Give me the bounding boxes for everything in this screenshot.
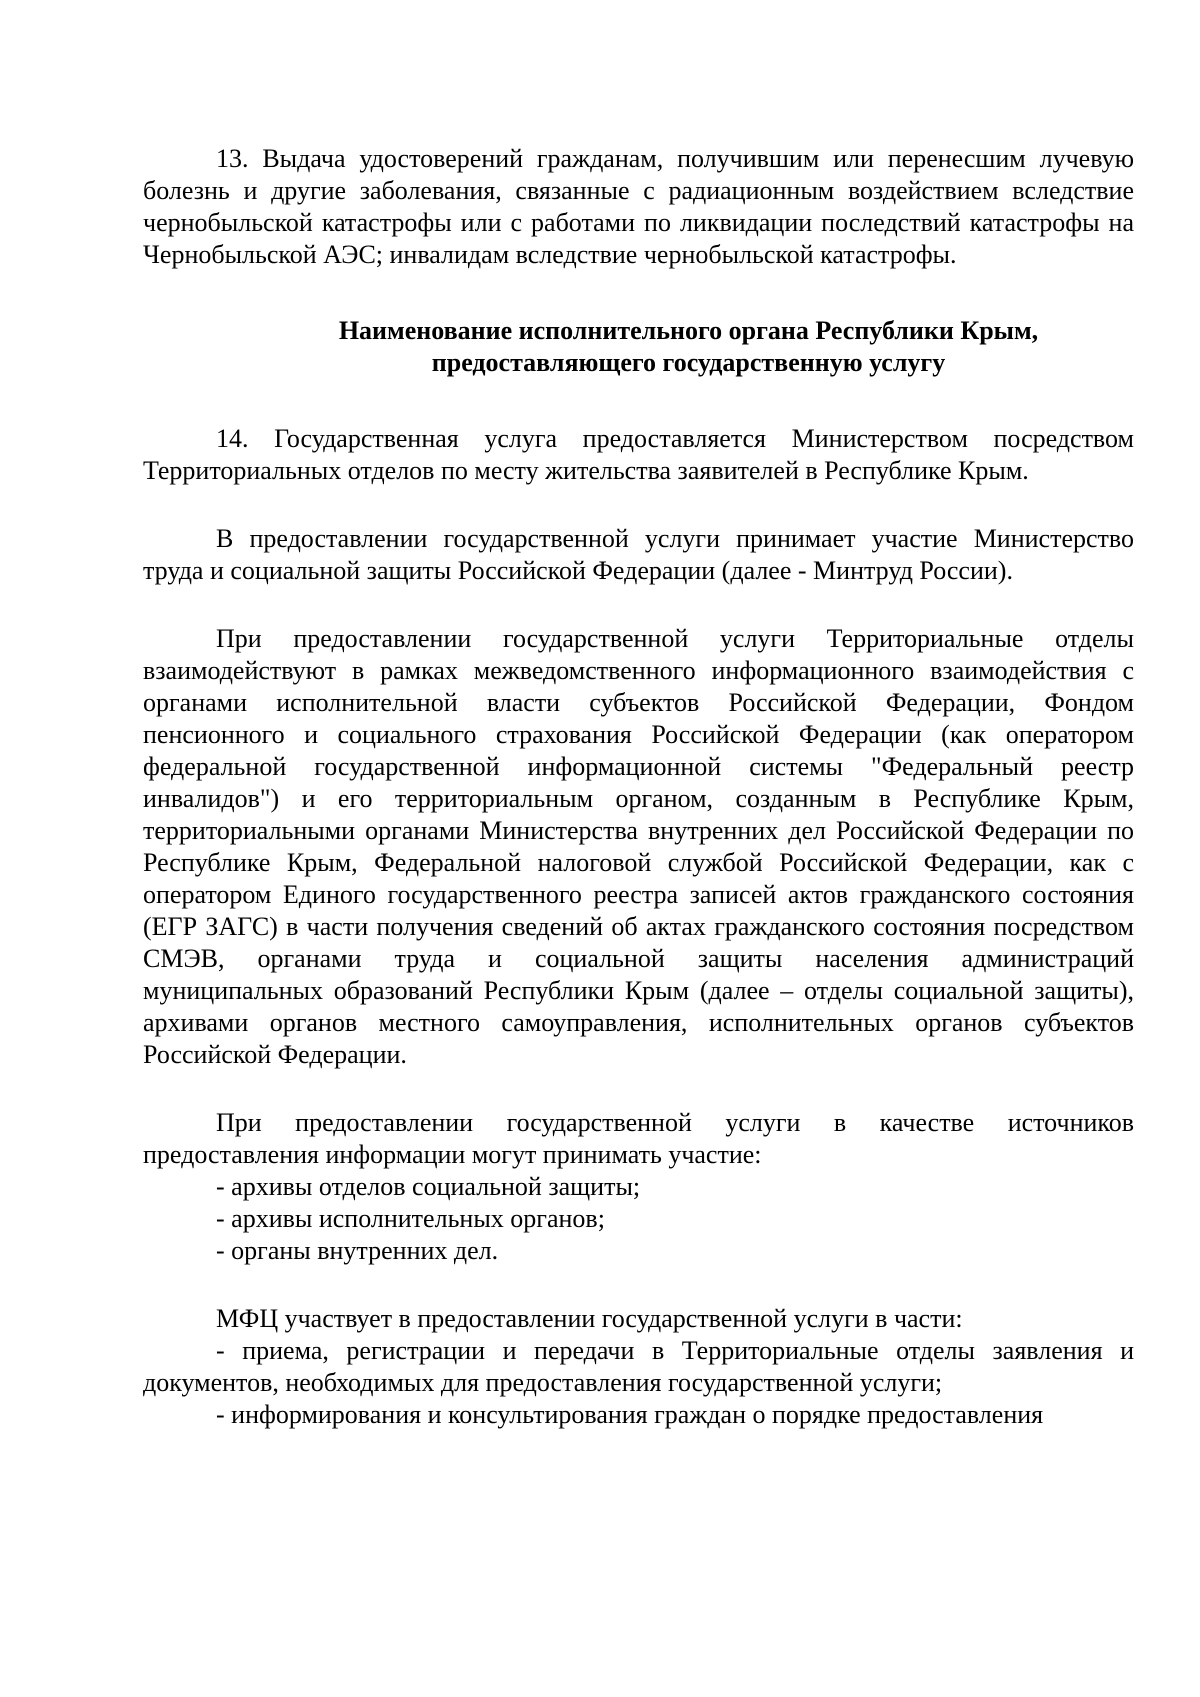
section-heading-line-1: Наименование исполнительного органа Республики Крым, xyxy=(338,316,1039,345)
section-heading xyxy=(143,315,1134,379)
paragraph-mintrud: В предоставлении государственной услуги принимает участие Министерство труда и социальной защиты Российской Федерации (далее - Минтруд России). xyxy=(143,524,1134,585)
list-item: - архивы исполнительных органов; xyxy=(216,1204,605,1233)
list-item: - органы внутренних дел. xyxy=(216,1236,499,1265)
paragraph-sources: При предоставлении государственной услуги в качестве источников предоставления информации могут принимать участие: xyxy=(143,1108,1134,1169)
paragraph-13: 13. Выдача удостоверений гражданам, получившим или перенесшим лучевую болезнь и другие заболевания, связанные с радиационным воздействием вследствие чернобыльской катастрофы или с работами по ликвидации последствий катастрофы на Чернобыльской АЭС; инвалидам вследствие чернобыльской катастрофы. xyxy=(143,144,1134,269)
paragraph-mfc: МФЦ участвует в предоставлении государственной услуги в части: xyxy=(216,1304,963,1333)
section-heading-line-2: предоставляющего государственную услугу xyxy=(431,348,946,377)
list-item: - архивы отделов социальной защиты; xyxy=(216,1172,641,1201)
list-item: - приема, регистрации и передачи в Территориальные отделы заявления и документов, необходимых для предоставления государственной услуги; xyxy=(143,1336,1134,1397)
document-body xyxy=(143,143,1134,1431)
paragraph-14: 14. Государственная услуга предоставляется Министерством посредством Территориальных отделов по месту жительства заявителей в Республике Крым. xyxy=(143,424,1134,485)
paragraph-interaction: При предоставлении государственной услуги Территориальные отделы взаимодействуют в рамках межведомственного информационного взаимодействия с органами исполнительной власти субъектов Российской Федерации, Фондом пенсионного и социального страхования Российской Федерации (как оператором федеральной государственной информационной системы "Федеральный реестр инвалидов") и его территориальным органом, созданным в Республике Крым, территориальными органами Министерства внутренних дел Российской Федерации по Республике Крым, Федеральной налоговой службой Российской Федерации, как с оператором Единого государственного реестра записей актов гражданского состояния (ЕГР ЗАГС) в части получения сведений об актах гражданского состояния посредством СМЭВ, органами труда и социальной защиты населения администраций муниципальных образований Республики Крым (далее – отделы социальной защиты), архивами органов местного самоуправления, исполнительных органов субъектов Российской Федерации. xyxy=(143,624,1134,1069)
list-item: - информирования и консультирования граждан о порядке предоставления xyxy=(216,1400,1044,1429)
